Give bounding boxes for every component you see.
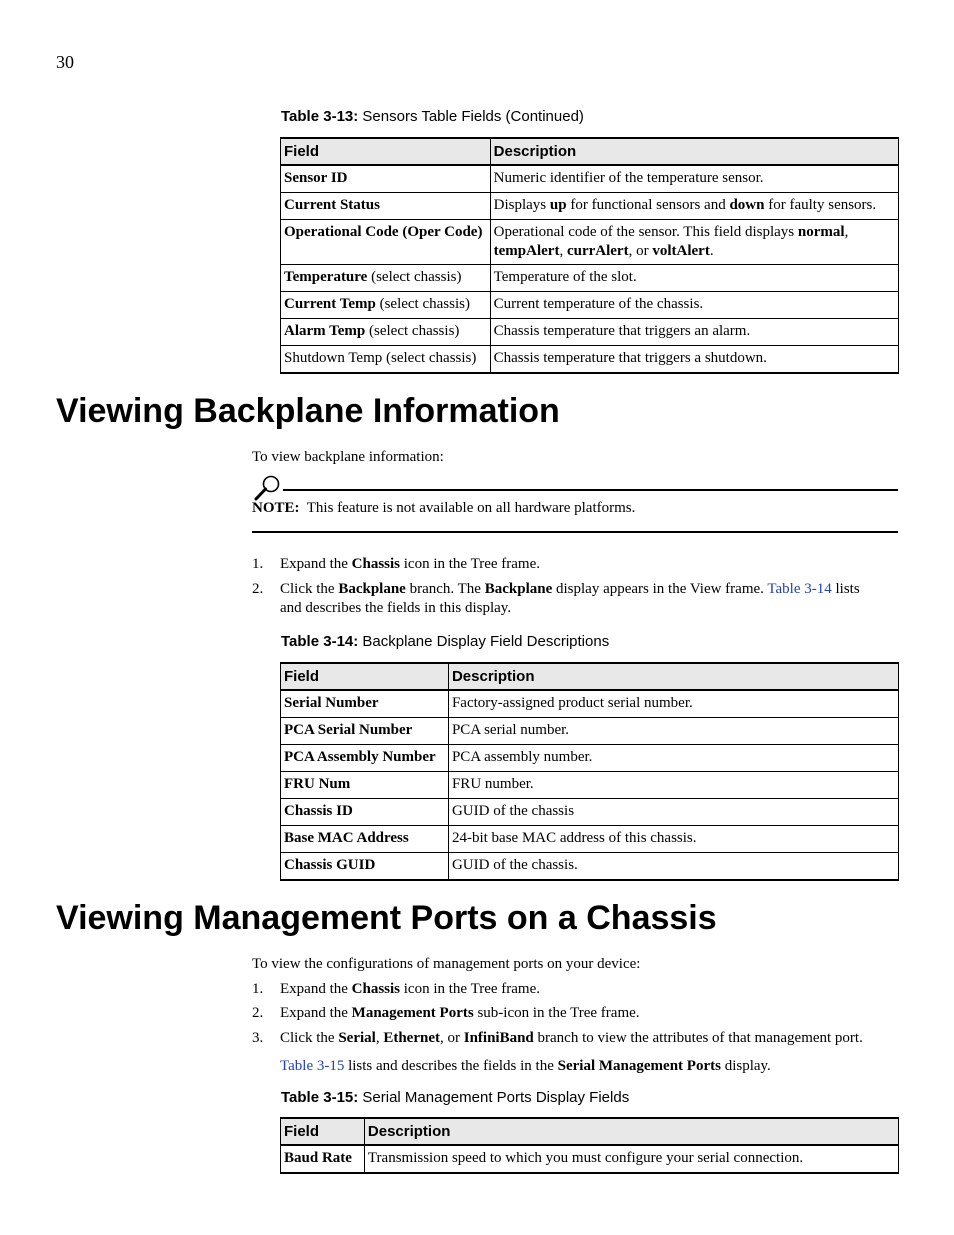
list-item: 3. Click the Serial, Ethernet, or InfiniBand branch to view the attributes of that management port.	[252, 1030, 863, 1046]
list-item-continuation: and describes the fields in this display.	[280, 600, 512, 616]
backplane-intro: To view backplane information:	[252, 449, 444, 465]
table-row: Base MAC Address 24-bit base MAC address of this chassis.	[281, 826, 899, 853]
management-intro: To view the configurations of management ports on your device:	[252, 956, 641, 972]
table-row: Current Temp (select chassis) Current temperature of the chassis.	[281, 292, 899, 319]
column-header-description: Description	[490, 138, 898, 165]
table-row: PCA Serial Number PCA serial number.	[281, 718, 899, 745]
table-row: Alarm Temp (select chassis) Chassis temperature that triggers an alarm.	[281, 319, 899, 346]
table-3-13-caption: Table 3-13: Sensors Table Fields (Continued)	[281, 108, 584, 125]
section-heading-management-ports: Viewing Management Ports on a Chassis	[56, 899, 717, 937]
table-row: Temperature (select chassis) Temperature of the slot.	[281, 265, 899, 292]
table-row: Current Status Displays up for functional sensors and down for faulty sensors.	[281, 193, 899, 220]
list-item: 2. Click the Backplane branch. The Backplane display appears in the View frame. Table 3-14 lists	[252, 581, 860, 597]
column-header-field: Field	[281, 1118, 365, 1145]
list-item: 2. Expand the Management Ports sub-icon in the Tree frame.	[252, 1005, 640, 1021]
table-row: Chassis ID GUID of the chassis	[281, 799, 899, 826]
page-number: 30	[56, 52, 74, 72]
table-row: Baud Rate Transmission speed to which you must configure your serial connection.	[281, 1145, 899, 1173]
serial-ports-table	[280, 1117, 899, 1174]
backplane-table	[280, 662, 899, 881]
table-row: Chassis GUID GUID of the chassis.	[281, 853, 899, 881]
list-item: 1. Expand the Chassis icon in the Tree frame.	[252, 556, 540, 572]
table-row: Operational Code (Oper Code) Operational code of the sensor. This field displays normal, tempAlert, currAlert, or voltAlert.	[281, 220, 899, 265]
column-header-description: Description	[448, 663, 898, 690]
note-bottom-rule	[252, 531, 898, 533]
table-row: Serial Number Factory-assigned product serial number.	[281, 690, 899, 718]
table-3-14-link[interactable]: Table 3-14	[767, 581, 832, 597]
list-item: 1. Expand the Chassis icon in the Tree frame.	[252, 981, 540, 997]
table-3-15-link[interactable]: Table 3-15	[280, 1058, 345, 1074]
note-text: NOTE: This feature is not available on all hardware platforms.	[252, 500, 636, 516]
table-3-15-caption: Table 3-15: Serial Management Ports Display Fields	[281, 1089, 630, 1106]
sensors-table	[280, 137, 899, 374]
table-3-15-reference: Table 3-15 lists and describes the fields in the Serial Management Ports display.	[280, 1058, 771, 1074]
column-header-description: Description	[364, 1118, 898, 1145]
table-row: Shutdown Temp (select chassis) Chassis temperature that triggers a shutdown.	[281, 346, 899, 374]
column-header-field: Field	[281, 663, 449, 690]
table-row: PCA Assembly Number PCA assembly number.	[281, 745, 899, 772]
table-3-14-caption: Table 3-14: Backplane Display Field Descriptions	[281, 633, 610, 650]
section-heading-backplane: Viewing Backplane Information	[56, 392, 560, 430]
column-header-field: Field	[281, 138, 491, 165]
table-row: Sensor ID Numeric identifier of the temperature sensor.	[281, 165, 899, 193]
table-row: FRU Num FRU number.	[281, 772, 899, 799]
note-top-rule	[283, 489, 898, 491]
